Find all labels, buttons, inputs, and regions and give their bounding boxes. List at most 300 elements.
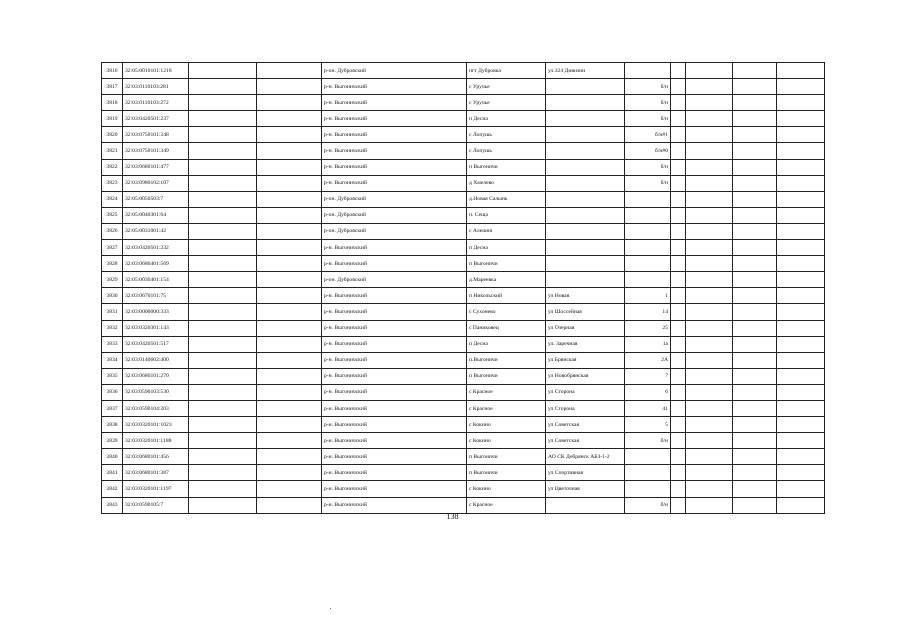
cell-empty bbox=[777, 400, 825, 416]
cell-index: 3822 bbox=[102, 159, 123, 175]
cell-empty bbox=[777, 240, 825, 256]
cell-cadastral-number: 32:03:0420501:517 bbox=[123, 336, 189, 352]
cell-index: 3834 bbox=[102, 352, 123, 368]
cell-district: р-н. Выгоничский bbox=[322, 384, 467, 400]
cell-house: 1 bbox=[625, 288, 671, 304]
cell-empty bbox=[257, 304, 322, 320]
cell-empty bbox=[777, 143, 825, 159]
cell-empty bbox=[777, 175, 825, 191]
cell-district: р-он. Дубровский bbox=[322, 207, 467, 223]
cell-locality: п Десна bbox=[467, 111, 546, 127]
cell-locality: д.Мареевка bbox=[467, 272, 546, 288]
cell-empty bbox=[671, 433, 686, 449]
cell-empty bbox=[777, 191, 825, 207]
cell-empty bbox=[189, 417, 257, 433]
cell-index: 3842 bbox=[102, 481, 123, 497]
cell-empty bbox=[686, 272, 733, 288]
cell-locality: пгт Дубровка bbox=[467, 63, 546, 79]
cell-house: б/н bbox=[625, 95, 671, 111]
cell-locality: с Кокино bbox=[467, 481, 546, 497]
cell-empty bbox=[671, 481, 686, 497]
table-row bbox=[102, 223, 825, 239]
cell-empty bbox=[777, 159, 825, 175]
cell-district: р-н. Выгоничский bbox=[322, 256, 467, 272]
cell-index: 3837 bbox=[102, 400, 123, 416]
cell-empty bbox=[733, 191, 777, 207]
cell-district: р-он. Дубровский bbox=[322, 63, 467, 79]
table-row bbox=[102, 111, 825, 127]
cell-locality: с Лопушь bbox=[467, 127, 546, 143]
cell-empty bbox=[257, 400, 322, 416]
cell-index: 3819 bbox=[102, 111, 123, 127]
cell-empty bbox=[189, 384, 257, 400]
cell-index: 3818 bbox=[102, 95, 123, 111]
cell-empty bbox=[189, 240, 257, 256]
cell-house: 6 bbox=[625, 384, 671, 400]
cell-empty bbox=[671, 417, 686, 433]
cell-empty bbox=[686, 481, 733, 497]
cell-empty bbox=[257, 433, 322, 449]
cell-empty bbox=[189, 111, 257, 127]
table-row bbox=[102, 207, 825, 223]
cell-street: ул Советская bbox=[546, 417, 625, 433]
cell-empty bbox=[733, 417, 777, 433]
table-row bbox=[102, 417, 825, 433]
table-row bbox=[102, 352, 825, 368]
cell-empty bbox=[189, 368, 257, 384]
cell-empty bbox=[671, 63, 686, 79]
cell-street bbox=[546, 95, 625, 111]
cell-empty bbox=[257, 481, 322, 497]
table-row bbox=[102, 497, 825, 513]
cell-street: ул Шоссейная bbox=[546, 304, 625, 320]
cell-empty bbox=[671, 465, 686, 481]
cell-empty bbox=[686, 400, 733, 416]
cell-empty bbox=[733, 159, 777, 175]
cell-district: р-н. Выгоничский bbox=[322, 449, 467, 465]
cell-cadastral-number: 32:03:0750101:349 bbox=[123, 143, 189, 159]
cell-empty bbox=[686, 191, 733, 207]
cell-house: б/н bbox=[625, 159, 671, 175]
cell-empty bbox=[686, 223, 733, 239]
cell-empty bbox=[189, 433, 257, 449]
scan-speck bbox=[330, 608, 331, 609]
cell-empty bbox=[671, 400, 686, 416]
cell-street bbox=[546, 223, 625, 239]
cell-cadastral-number: 32:03:0590103:530 bbox=[123, 384, 189, 400]
cell-empty bbox=[257, 352, 322, 368]
cell-house: б/н bbox=[625, 175, 671, 191]
cell-cadastral-number: 32:05:0031001:42 bbox=[123, 223, 189, 239]
cell-empty bbox=[686, 127, 733, 143]
cell-street: ул. Заречная bbox=[546, 336, 625, 352]
cell-empty bbox=[733, 304, 777, 320]
cell-empty bbox=[189, 256, 257, 272]
cell-empty bbox=[733, 368, 777, 384]
cell-house: 2А bbox=[625, 352, 671, 368]
cell-empty bbox=[257, 240, 322, 256]
cell-index: 3817 bbox=[102, 79, 123, 95]
cell-empty bbox=[671, 159, 686, 175]
cell-cadastral-number: 32:03:0680101:456 bbox=[123, 449, 189, 465]
cell-index: 3825 bbox=[102, 207, 123, 223]
cell-district: р-н. Выгоничский bbox=[322, 111, 467, 127]
cell-street: ул Сторона bbox=[546, 400, 625, 416]
cell-cadastral-number: 32:03:0590104:203 bbox=[123, 400, 189, 416]
cell-house: б/н bbox=[625, 111, 671, 127]
cell-locality: п Выгоничи bbox=[467, 465, 546, 481]
cell-house bbox=[625, 465, 671, 481]
cell-street: АО СК Дебрянск АБЗ-1-2 bbox=[546, 449, 625, 465]
cell-empty bbox=[733, 336, 777, 352]
cell-empty bbox=[777, 111, 825, 127]
table-row bbox=[102, 449, 825, 465]
cell-cadastral-number: 32:03:0750101:348 bbox=[123, 127, 189, 143]
cell-index: 3830 bbox=[102, 288, 123, 304]
cell-empty bbox=[777, 95, 825, 111]
cell-locality: п Выгоничи bbox=[467, 449, 546, 465]
cell-empty bbox=[189, 223, 257, 239]
cell-house: 5 bbox=[625, 417, 671, 433]
cell-empty bbox=[257, 465, 322, 481]
cell-empty bbox=[671, 223, 686, 239]
cell-empty bbox=[671, 336, 686, 352]
cell-empty bbox=[777, 288, 825, 304]
cell-empty bbox=[671, 304, 686, 320]
cell-cadastral-number: 32:03:0110103:272 bbox=[123, 95, 189, 111]
cell-empty bbox=[686, 433, 733, 449]
cell-street bbox=[546, 79, 625, 95]
cell-empty bbox=[777, 497, 825, 513]
cell-street: ул Советская bbox=[546, 433, 625, 449]
cell-house: б/н#1 bbox=[625, 127, 671, 143]
cell-house bbox=[625, 191, 671, 207]
cell-locality: с Кокино bbox=[467, 417, 546, 433]
cell-district: р-н. Выгоничский bbox=[322, 465, 467, 481]
cell-empty bbox=[777, 63, 825, 79]
cell-empty bbox=[733, 465, 777, 481]
cell-cadastral-number: 32:03:0980102:107 bbox=[123, 175, 189, 191]
cell-empty bbox=[686, 79, 733, 95]
cell-district: р-н. Выгоничский bbox=[322, 400, 467, 416]
cell-street: ул Озерная bbox=[546, 320, 625, 336]
cell-empty bbox=[257, 384, 322, 400]
cell-index: 3832 bbox=[102, 320, 123, 336]
cell-locality: с Красное bbox=[467, 497, 546, 513]
cell-cadastral-number: 32:03:0680101:477 bbox=[123, 159, 189, 175]
cell-index: 3841 bbox=[102, 465, 123, 481]
cell-empty bbox=[733, 143, 777, 159]
cell-district: р-н. Выгоничский bbox=[322, 143, 467, 159]
cell-empty bbox=[777, 272, 825, 288]
cell-cadastral-number: 32:03:0320101:1188 bbox=[123, 433, 189, 449]
cell-empty bbox=[671, 320, 686, 336]
cell-house bbox=[625, 240, 671, 256]
cell-empty bbox=[671, 497, 686, 513]
cell-district: р-н. Выгоничский bbox=[322, 320, 467, 336]
cell-empty bbox=[671, 79, 686, 95]
cell-index: 3831 bbox=[102, 304, 123, 320]
cell-locality: п Выгоничи bbox=[467, 368, 546, 384]
cell-empty bbox=[257, 191, 322, 207]
cell-house: 14 bbox=[625, 304, 671, 320]
table-row bbox=[102, 79, 825, 95]
cell-empty bbox=[189, 304, 257, 320]
cell-empty bbox=[777, 481, 825, 497]
cell-district: р-н. Выгоничский bbox=[322, 159, 467, 175]
cell-street bbox=[546, 111, 625, 127]
cell-empty bbox=[733, 111, 777, 127]
cell-empty bbox=[777, 207, 825, 223]
cell-street bbox=[546, 127, 625, 143]
cell-empty bbox=[189, 95, 257, 111]
cell-empty bbox=[671, 175, 686, 191]
cell-index: 3833 bbox=[102, 336, 123, 352]
cell-empty bbox=[733, 288, 777, 304]
cell-empty bbox=[257, 79, 322, 95]
cell-house bbox=[625, 63, 671, 79]
cell-empty bbox=[686, 352, 733, 368]
cell-locality: д.Новая Салынь bbox=[467, 191, 546, 207]
cell-empty bbox=[189, 127, 257, 143]
cell-locality: п Никольский bbox=[467, 288, 546, 304]
cell-empty bbox=[686, 336, 733, 352]
cell-empty bbox=[686, 288, 733, 304]
cell-empty bbox=[686, 417, 733, 433]
cell-index: 3836 bbox=[102, 384, 123, 400]
cell-index: 3835 bbox=[102, 368, 123, 384]
cell-empty bbox=[189, 63, 257, 79]
cell-district: р-н. Выгоничский bbox=[322, 240, 467, 256]
cell-house bbox=[625, 207, 671, 223]
cell-empty bbox=[686, 256, 733, 272]
cell-house: 41 bbox=[625, 400, 671, 416]
cell-district: р-н. Выгоничский bbox=[322, 417, 467, 433]
cell-locality: п. Сеща bbox=[467, 207, 546, 223]
cell-empty bbox=[257, 256, 322, 272]
table-row bbox=[102, 481, 825, 497]
cell-empty bbox=[257, 272, 322, 288]
cell-empty bbox=[189, 159, 257, 175]
cell-empty bbox=[189, 207, 257, 223]
cell-empty bbox=[257, 95, 322, 111]
cell-empty bbox=[257, 127, 322, 143]
page-number: 138 bbox=[446, 512, 459, 521]
cell-district: р-н. Выгоничский bbox=[322, 175, 467, 191]
cell-district: р-н. Выгоничский bbox=[322, 288, 467, 304]
cell-index: 3821 bbox=[102, 143, 123, 159]
cell-index: 3843 bbox=[102, 497, 123, 513]
cell-empty bbox=[257, 417, 322, 433]
cell-locality: с Уручье bbox=[467, 95, 546, 111]
table-row bbox=[102, 288, 825, 304]
cell-empty bbox=[671, 207, 686, 223]
cell-locality: с Красное bbox=[467, 400, 546, 416]
cell-empty bbox=[733, 207, 777, 223]
cell-empty bbox=[189, 481, 257, 497]
cell-empty bbox=[733, 400, 777, 416]
table-row bbox=[102, 320, 825, 336]
cell-street: ул Сторона bbox=[546, 384, 625, 400]
cell-empty bbox=[189, 320, 257, 336]
cell-district: р-н. Выгоничский bbox=[322, 368, 467, 384]
cell-empty bbox=[686, 207, 733, 223]
cell-cadastral-number: 32:03:0140602:400 bbox=[123, 352, 189, 368]
cell-empty bbox=[777, 465, 825, 481]
cell-district: р-н. Выгоничский bbox=[322, 304, 467, 320]
cell-cadastral-number: 32:03:0680401:569 bbox=[123, 256, 189, 272]
cell-empty bbox=[733, 497, 777, 513]
cell-cadastral-number: 32:05:0050503:7 bbox=[123, 191, 189, 207]
table-row bbox=[102, 272, 825, 288]
cell-empty bbox=[686, 175, 733, 191]
cell-locality: д Хмелево bbox=[467, 175, 546, 191]
table-row bbox=[102, 159, 825, 175]
cell-empty bbox=[257, 175, 322, 191]
cell-locality: с Красное bbox=[467, 384, 546, 400]
cell-street: ул Цветочная bbox=[546, 481, 625, 497]
cell-house: 25 bbox=[625, 320, 671, 336]
cell-empty bbox=[777, 223, 825, 239]
table-row bbox=[102, 400, 825, 416]
cell-cadastral-number: 32:03:0110103:281 bbox=[123, 79, 189, 95]
cell-street bbox=[546, 240, 625, 256]
cell-locality: с Сухоневo bbox=[467, 304, 546, 320]
cell-empty bbox=[671, 288, 686, 304]
cell-empty bbox=[686, 465, 733, 481]
cell-empty bbox=[733, 481, 777, 497]
cell-street: ул.324 Дивизии bbox=[546, 63, 625, 79]
cell-empty bbox=[777, 79, 825, 95]
cell-street bbox=[546, 272, 625, 288]
cell-empty bbox=[777, 352, 825, 368]
cell-empty bbox=[671, 143, 686, 159]
cell-empty bbox=[189, 79, 257, 95]
cell-empty bbox=[189, 143, 257, 159]
cell-cadastral-number: 32:03:0420501:232 bbox=[123, 240, 189, 256]
cell-empty bbox=[257, 143, 322, 159]
table-row bbox=[102, 240, 825, 256]
cell-cadastral-number: 32:05:0010101:1218 bbox=[123, 63, 189, 79]
cell-empty bbox=[189, 336, 257, 352]
cell-empty bbox=[671, 191, 686, 207]
cell-empty bbox=[671, 368, 686, 384]
cell-street bbox=[546, 497, 625, 513]
cell-index: 3824 bbox=[102, 191, 123, 207]
table-row bbox=[102, 433, 825, 449]
cell-house bbox=[625, 256, 671, 272]
cell-empty bbox=[777, 449, 825, 465]
cell-district: р-он. Дубровский bbox=[322, 191, 467, 207]
cell-index: 3840 bbox=[102, 449, 123, 465]
cell-cadastral-number: 32:03:0670101:75 bbox=[123, 288, 189, 304]
cell-cadastral-number: 32:03:0420501:237 bbox=[123, 111, 189, 127]
cell-index: 3839 bbox=[102, 433, 123, 449]
cell-empty bbox=[257, 207, 322, 223]
cell-empty bbox=[733, 449, 777, 465]
cell-index: 3816 bbox=[102, 63, 123, 79]
cell-district: р-н. Выгоничский bbox=[322, 433, 467, 449]
cell-locality: п.Выгоничи bbox=[467, 352, 546, 368]
cell-index: 3820 bbox=[102, 127, 123, 143]
cell-house: б/н bbox=[625, 497, 671, 513]
cell-empty bbox=[671, 449, 686, 465]
cell-locality: п Десна bbox=[467, 336, 546, 352]
cell-empty bbox=[777, 304, 825, 320]
cell-district: р-н. Выгоничский bbox=[322, 497, 467, 513]
cell-empty bbox=[257, 223, 322, 239]
cell-index: 3829 bbox=[102, 272, 123, 288]
cell-district: р-н. Выгоничский bbox=[322, 95, 467, 111]
cell-empty bbox=[733, 175, 777, 191]
cell-street: ул Спортивная bbox=[546, 465, 625, 481]
cell-cadastral-number: 32:03:0320301:143 bbox=[123, 320, 189, 336]
cell-empty bbox=[686, 497, 733, 513]
cell-empty bbox=[257, 497, 322, 513]
cell-street bbox=[546, 207, 625, 223]
table-row bbox=[102, 465, 825, 481]
cell-house bbox=[625, 272, 671, 288]
cell-index: 3838 bbox=[102, 417, 123, 433]
cell-district: р-н. Выгоничский bbox=[322, 336, 467, 352]
cell-empty bbox=[733, 95, 777, 111]
cell-index: 3827 bbox=[102, 240, 123, 256]
cell-index: 3828 bbox=[102, 256, 123, 272]
cell-house bbox=[625, 449, 671, 465]
cell-cadastral-number: 32:03:0000000:333 bbox=[123, 304, 189, 320]
table-row bbox=[102, 368, 825, 384]
cell-district: р-н. Выгоничский bbox=[322, 127, 467, 143]
table-row bbox=[102, 95, 825, 111]
cell-empty bbox=[686, 368, 733, 384]
cell-empty bbox=[257, 449, 322, 465]
cell-empty bbox=[189, 352, 257, 368]
cell-empty bbox=[189, 465, 257, 481]
table-row bbox=[102, 143, 825, 159]
cell-empty bbox=[686, 384, 733, 400]
cell-empty bbox=[777, 368, 825, 384]
table-row bbox=[102, 63, 825, 79]
cell-street: ул Новобрянская bbox=[546, 368, 625, 384]
cell-empty bbox=[686, 95, 733, 111]
cell-empty bbox=[671, 256, 686, 272]
cell-empty bbox=[257, 159, 322, 175]
cell-cadastral-number: 32:03:0680101:387 bbox=[123, 465, 189, 481]
cell-cadastral-number: 32:03:0320101:1023 bbox=[123, 417, 189, 433]
cell-house: б/н bbox=[625, 433, 671, 449]
cell-empty bbox=[189, 288, 257, 304]
cell-empty bbox=[686, 159, 733, 175]
cell-district: р-н. Выгоничский bbox=[322, 481, 467, 497]
cell-street bbox=[546, 175, 625, 191]
cell-house: 1а bbox=[625, 336, 671, 352]
cell-street bbox=[546, 191, 625, 207]
cell-street bbox=[546, 143, 625, 159]
cell-empty bbox=[733, 63, 777, 79]
cell-cadastral-number: 32:05:0040301:64 bbox=[123, 207, 189, 223]
cell-empty bbox=[733, 320, 777, 336]
table-row bbox=[102, 127, 825, 143]
cell-empty bbox=[733, 352, 777, 368]
cell-empty bbox=[189, 497, 257, 513]
cell-empty bbox=[686, 304, 733, 320]
cell-empty bbox=[257, 288, 322, 304]
cell-empty bbox=[189, 400, 257, 416]
cell-empty bbox=[733, 79, 777, 95]
table-row bbox=[102, 384, 825, 400]
cell-empty bbox=[686, 240, 733, 256]
cell-empty bbox=[257, 111, 322, 127]
